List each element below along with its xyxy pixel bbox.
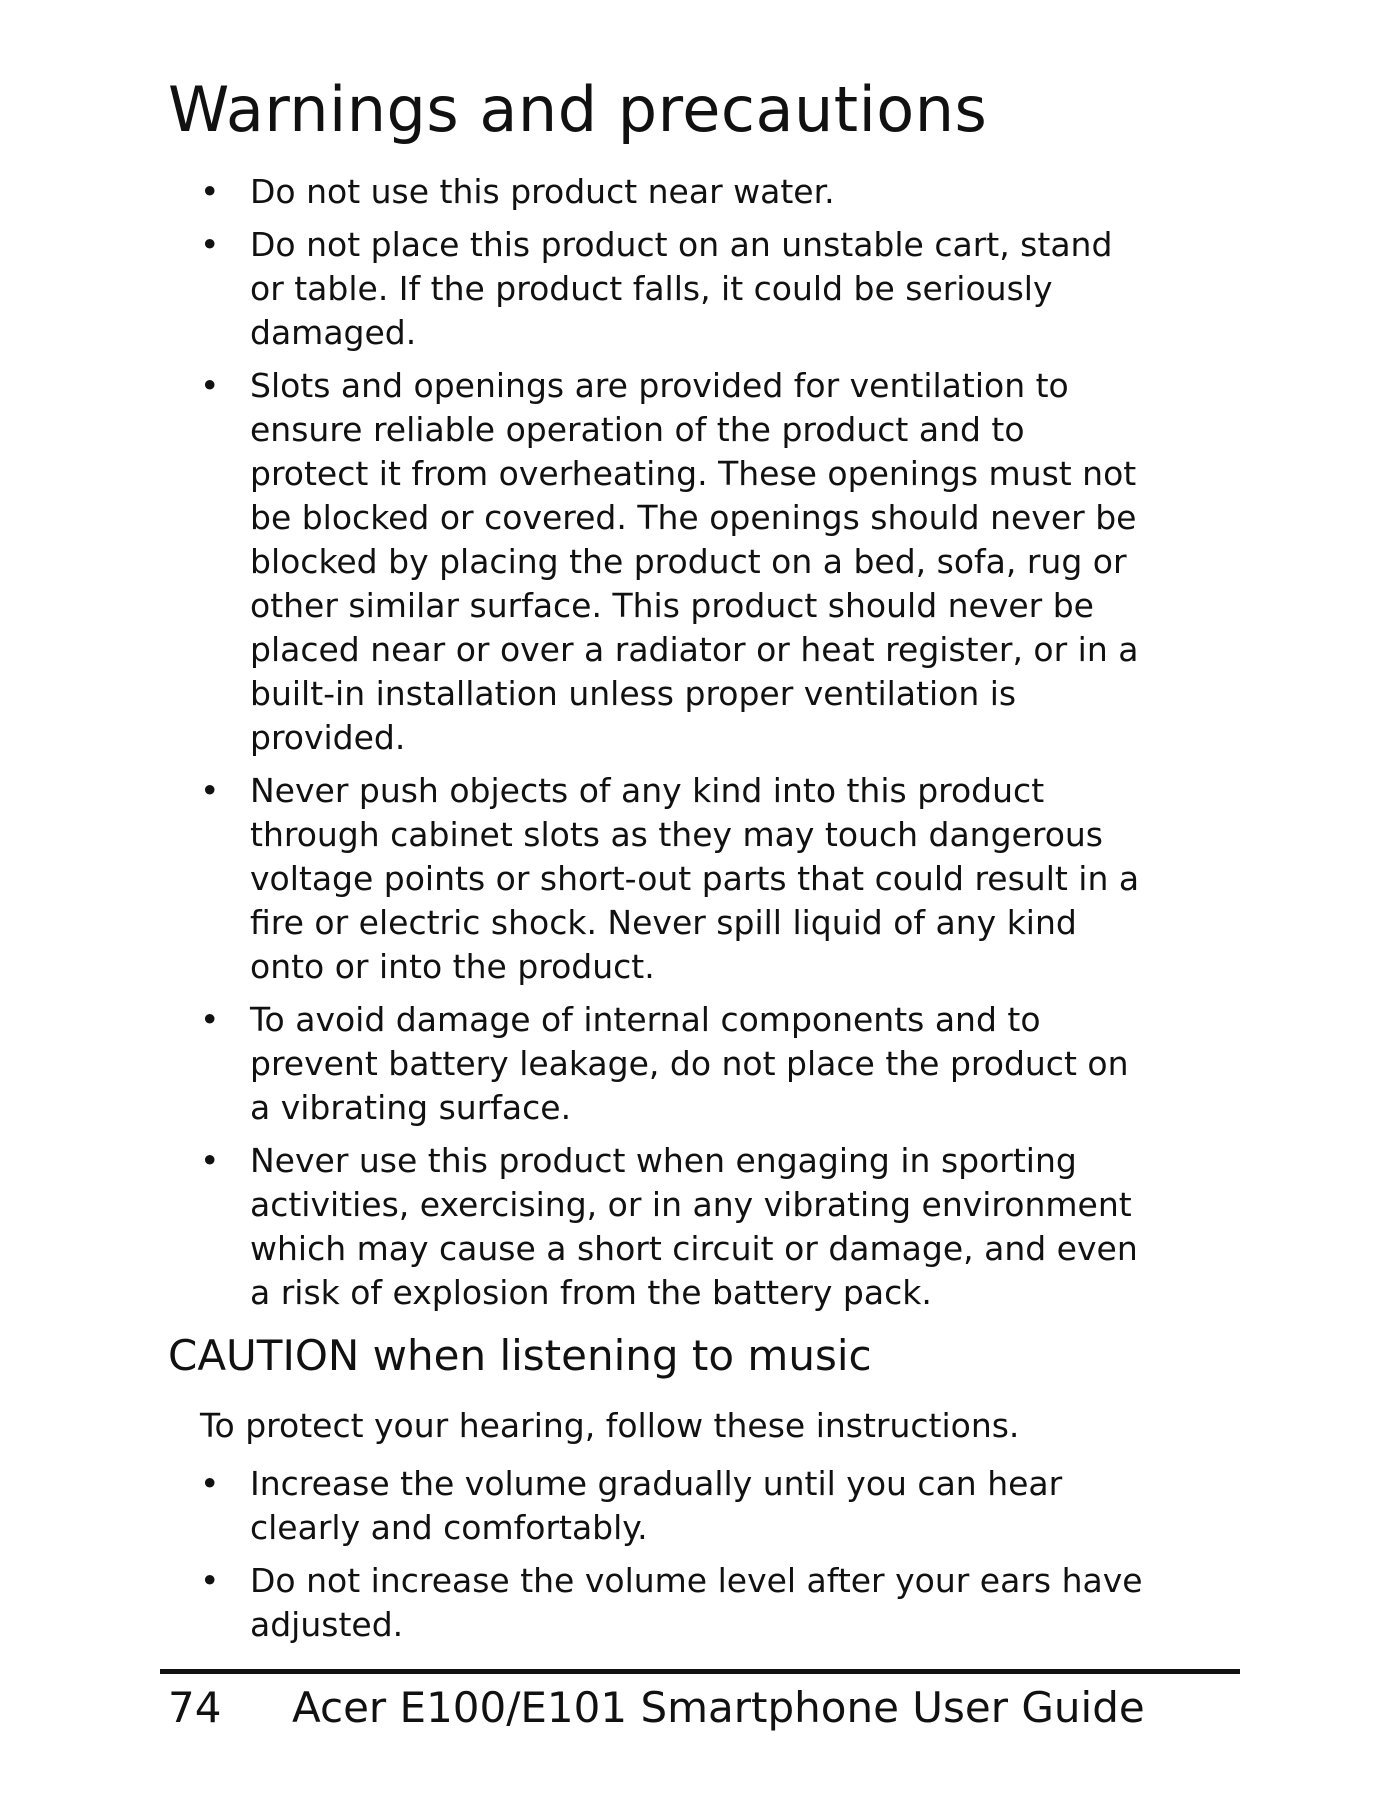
caution-heading: CAUTION when listening to music — [168, 1331, 872, 1380]
warnings-list — [0, 170, 1150, 1324]
page-number: 74 — [168, 1683, 222, 1732]
list-item — [0, 1559, 1150, 1647]
bullet-icon: • — [200, 172, 220, 211]
list-item — [0, 223, 1150, 355]
page-title: Warnings and precautions — [168, 73, 988, 146]
bullet-icon: • — [200, 225, 220, 264]
list-item-text: Never push objects of any kind into this product through cabinet slots as they may touch dangerous voltage points or short-out parts that could result in a fire or electric shock. Never spill liquid of any kind onto or into the product. — [250, 771, 1140, 986]
list-item-text: Do not use this product near water. — [250, 172, 835, 211]
list-item — [0, 1462, 1150, 1550]
footer-divider — [160, 1669, 1240, 1674]
list-item-text: Increase the volume gradually until you can hear clearly and comfortably. — [250, 1464, 1063, 1547]
caution-list — [0, 1462, 1150, 1656]
list-item-text: To avoid damage of internal components and to prevent battery leakage, do not place the product on a vibrating surface. — [250, 1000, 1129, 1127]
list-item-text: Never use this product when engaging in sporting activities, exercising, or in any vibrating environment which may cause a short circuit or damage, and even a risk of explosion from the battery pack. — [250, 1141, 1138, 1312]
list-item — [0, 998, 1150, 1130]
list-item-text: Slots and openings are provided for ventilation to ensure reliable operation of the product and to protect it from overheating. These openings must not be blocked or covered. The openings should never be blocked by placing the product on a bed, sofa, rug or other similar surface. This product should never be placed near or over a radiator or heat register, or in a built-in installation unless proper ventilation is provided. — [250, 366, 1139, 757]
list-item — [0, 170, 1150, 214]
bullet-icon: • — [200, 1000, 220, 1039]
bullet-icon: • — [200, 366, 220, 405]
list-item — [0, 769, 1150, 989]
footer-doc-title: Acer E100/E101 Smartphone User Guide — [292, 1683, 1145, 1732]
caution-intro: To protect your hearing, follow these instructions. — [200, 1406, 1020, 1445]
bullet-icon: • — [200, 1141, 220, 1180]
list-item — [0, 1139, 1150, 1315]
list-item — [0, 364, 1150, 760]
list-item-text: Do not place this product on an unstable cart, stand or table. If the product falls, it could be seriously damaged. — [250, 225, 1113, 352]
bullet-icon: • — [200, 1561, 220, 1600]
bullet-icon: • — [200, 771, 220, 810]
list-item-text: Do not increase the volume level after your ears have adjusted. — [250, 1561, 1143, 1644]
bullet-icon: • — [200, 1464, 220, 1503]
